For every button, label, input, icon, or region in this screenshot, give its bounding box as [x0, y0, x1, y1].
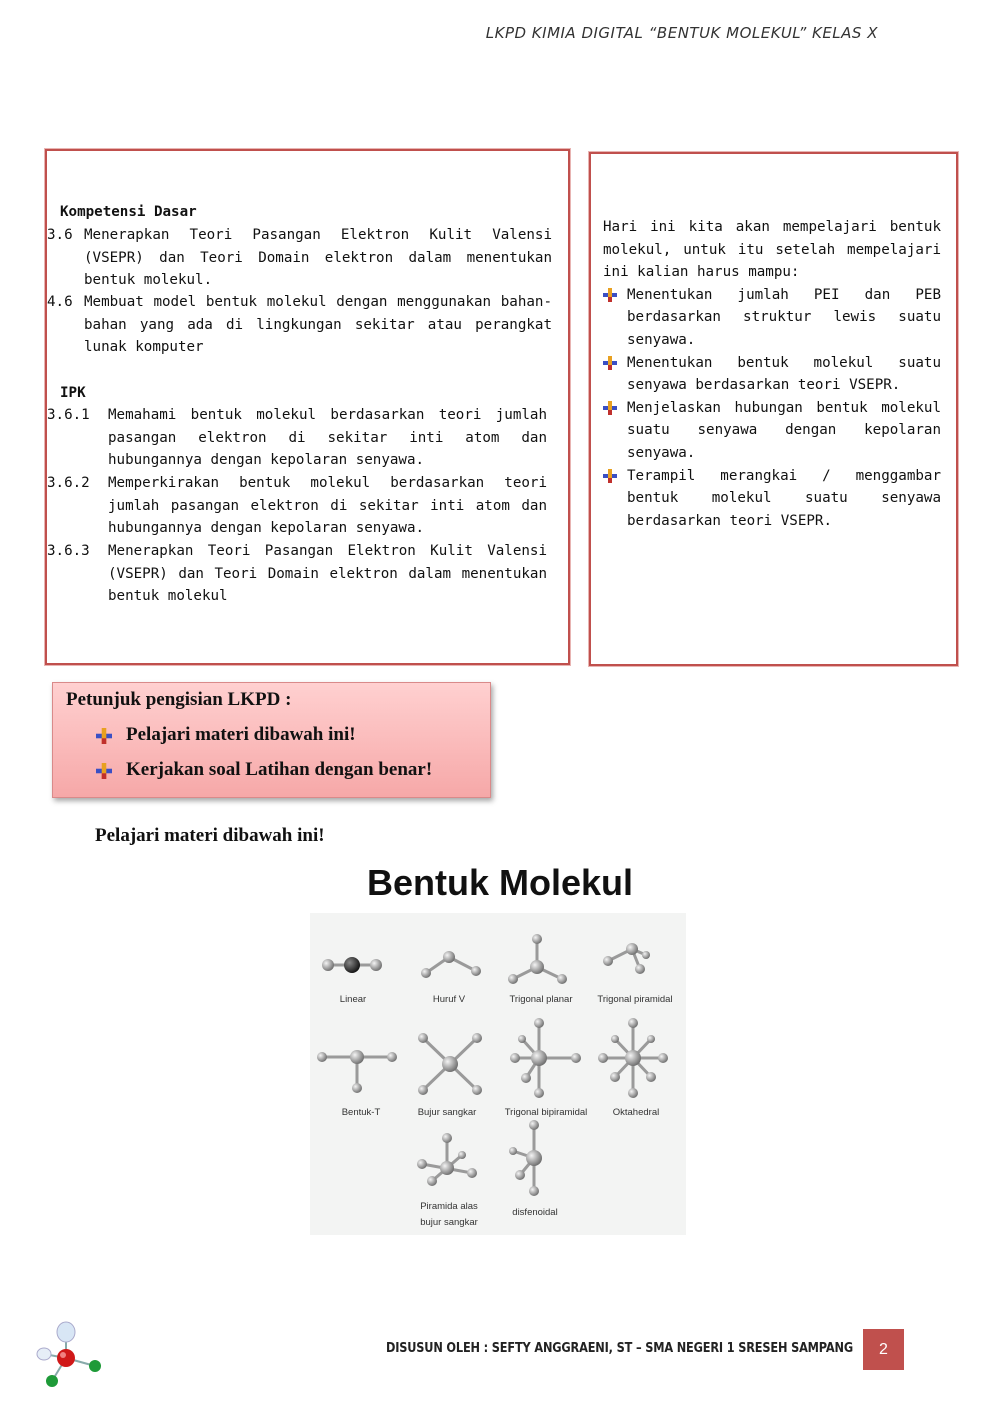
tujuan-item-text: Menentukan jumlah PEI dan PEB berdasarkan struktur lewis suatu senyawa.: [627, 286, 941, 348]
ipk-text: Memperkirakan bentuk molekul berdasarkan teori jumlah pasangan elektron di sekitar inti atom dan hubungannya dengan kepolaran senyawa.: [108, 475, 547, 537]
petunjuk-item: [96, 759, 432, 781]
kompetensi-heading: Kompetensi Dasar: [60, 204, 197, 220]
ipk-item: [47, 540, 547, 608]
ipk-heading: IPK: [60, 385, 86, 401]
molecular-shapes-diagram: [310, 913, 686, 1235]
kompetensi-number: 3.6: [47, 227, 73, 243]
petunjuk-item: [96, 724, 356, 746]
bullet-icon: [603, 469, 617, 483]
shape-label: Oktahedral: [612, 1107, 660, 1118]
ipk-number: 3.6.1: [47, 407, 90, 423]
bullet-icon: [603, 356, 617, 370]
materi-title: Bentuk Molekul: [366, 862, 634, 903]
molecule-logo-icon: [34, 1318, 108, 1388]
bullet-icon: [603, 401, 617, 415]
petunjuk-box: [52, 682, 491, 798]
bullet-icon: [96, 728, 112, 744]
kompetensi-number: 4.6: [47, 294, 73, 310]
tujuan-item-text: Menentukan bentuk molekul suatu senyawa berdasarkan teori VSEPR.: [627, 354, 941, 394]
shape-label: Trigonal planar: [509, 994, 573, 1005]
tujuan-item-text: Terampil merangkai / menggambar bentuk molekul suatu senyawa berdasarkan teori VSEPR.: [627, 467, 941, 529]
petunjuk-title: Petunjuk pengisian LKPD :: [66, 689, 292, 710]
ipk-number: 3.6.2: [47, 475, 90, 491]
tujuan-intro: Hari ini kita akan mempelajari bentuk molekul, untuk itu setelah mempelajari ini kalian harus mampu:: [603, 219, 941, 281]
tujuan-item: [603, 284, 941, 352]
shape-label: Piramida alas: [420, 1201, 478, 1212]
tujuan-item: [603, 352, 941, 397]
tujuan-content: [603, 216, 941, 532]
shape-label: Trigonal bipiramidal: [504, 1107, 588, 1118]
shape-label: bujur sangkar: [420, 1217, 478, 1228]
petunjuk-item-text: Kerjakan soal Latihan dengan benar!: [126, 759, 433, 780]
shape-label: Bentuk-T: [341, 1107, 381, 1118]
tujuan-item: [603, 397, 941, 465]
petunjuk-item-text: Pelajari materi dibawah ini!: [126, 724, 356, 745]
ipk-number: 3.6.3: [47, 543, 90, 559]
shape-label: Bujur sangkar: [417, 1107, 477, 1118]
materi-intro: Pelajari materi dibawah ini!: [95, 825, 325, 846]
page-number: 2: [863, 1329, 904, 1370]
tujuan-item-text: Menjelaskan hubungan bentuk molekul suatu senyawa dengan kepolaran senyawa.: [627, 399, 941, 461]
document-header-title: LKPD KIMIA DIGITAL “BENTUK MOLEKUL” KELAS X: [485, 24, 878, 42]
kompetensi-text: Membuat model bentuk molekul dengan menggunakan bahan-bahan yang ada di lingkungan sekitar atau perangkat lunak komputer: [84, 294, 552, 356]
kompetensi-item: [47, 224, 552, 292]
kompetensi-item: [47, 291, 552, 359]
shape-label: Linear: [339, 994, 367, 1005]
kompetensi-text: Menerapkan Teori Pasangan Elektron Kulit Valensi (VSEPR) dan Teori Domain elektron dalam menentukan bentuk molekul.: [84, 227, 552, 289]
ipk-item: [47, 472, 547, 540]
bullet-icon: [96, 763, 112, 779]
footer-author: DISUSUN OLEH : SEFTY ANGGRAENI, ST – SMA NEGERI 1 SRESEH SAMPANG: [385, 1340, 853, 1356]
shape-label: Trigonal piramidal: [597, 994, 673, 1005]
tujuan-item: [603, 465, 941, 533]
bullet-icon: [603, 288, 617, 302]
molecular-shapes-figure: [310, 913, 686, 1235]
ipk-text: Menerapkan Teori Pasangan Elektron Kulit Valensi (VSEPR) dan Teori Domain elektron dalam menentukan bentuk molekul: [108, 543, 547, 605]
shape-label: disfenoidal: [512, 1207, 558, 1218]
shape-label: Huruf V: [432, 994, 466, 1005]
ipk-item: [47, 404, 547, 472]
ipk-text: Memahami bentuk molekul berdasarkan teori jumlah pasangan elektron di sekitar inti atom dan hubungannya dengan kepolaran senyawa.: [108, 407, 547, 469]
